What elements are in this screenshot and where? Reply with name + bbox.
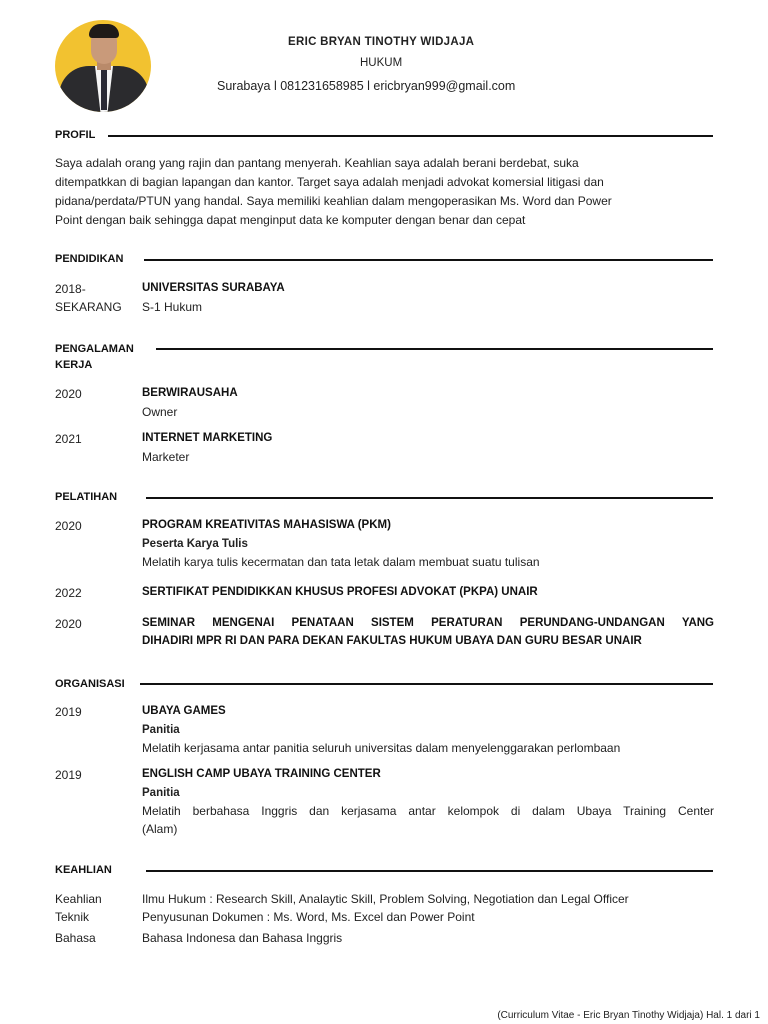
skill-value: Ilmu Hukum : Research Skill, Analaytic Skill, Problem Solving, Negotiation dan Legal Officer (142, 892, 629, 906)
section-divider (156, 348, 713, 350)
training-title-cont: DIHADIRI MPR RI DAN PARA DEKAN FAKULTAS HUKUM UBAYA DAN GURU BESAR UNAIR (142, 635, 642, 647)
organization-desc: Melatih berbahasa Inggris dan kerjasama antar kelompok di dalam Ubaya Training Center (142, 804, 714, 818)
training-role: Peserta Karya Tulis (142, 538, 248, 550)
organization-title: ENGLISH CAMP UBAYA TRAINING CENTER (142, 768, 381, 780)
organization-title: UBAYA GAMES (142, 705, 226, 717)
profil-line: ditempatkkan di bagian lapangan dan kantor. Target saya adalah menjadi advokat komersial litigasi dan (55, 175, 604, 189)
profil-text (55, 154, 713, 230)
contact-info: Surabaya l 081231658985 l ericbryan999@gmail.com (217, 79, 516, 93)
experience-year: 2021 (55, 432, 82, 446)
experience-year: 2020 (55, 387, 82, 401)
training-year: 2022 (55, 586, 82, 600)
profil-line: Point dengan baik sehingga dapat menginput data ke komputer dengan benar dan cepat (55, 213, 526, 227)
organization-year: 2019 (55, 705, 82, 719)
education-school: UNIVERSITAS SURABAYA (142, 282, 285, 294)
training-title: SERTIFIKAT PENDIDIKKAN KHUSUS PROFESI ADVOKAT (PKPA) UNAIR (142, 586, 538, 598)
section-divider (108, 135, 713, 137)
section-title-pengalaman-line2: KERJA (55, 359, 93, 371)
experience-role: Owner (142, 405, 178, 419)
organization-role: Panitia (142, 724, 180, 736)
skill-value: Penyusunan Dokumen : Ms. Word, Ms. Excel dan Power Point (142, 910, 475, 924)
skill-label: Teknik (55, 910, 90, 924)
page-footer: (Curriculum Vitae - Eric Bryan Tinothy Widjaja) Hal. 1 dari 1 (497, 1010, 760, 1021)
section-title-profil: PROFIL (55, 129, 96, 141)
section-title-pendidikan: PENDIDIKAN (55, 253, 124, 265)
education-year-end: SEKARANG (55, 300, 122, 314)
section-divider (140, 683, 713, 685)
section-divider (146, 497, 713, 499)
training-title: PROGRAM KREATIVITAS MAHASISWA (PKM) (142, 519, 391, 531)
section-title-pelatihan: PELATIHAN (55, 491, 118, 503)
training-year: 2020 (55, 519, 82, 533)
skill-label: Keahlian (55, 892, 102, 906)
organization-desc: Melatih kerjasama antar panitia seluruh universitas dalam menyelenggarakan perlombaan (142, 741, 621, 755)
training-year: 2020 (55, 617, 82, 631)
organization-year: 2019 (55, 768, 82, 782)
section-title-keahlian: KEAHLIAN (55, 864, 112, 876)
education-year: 2018- (55, 282, 86, 296)
candidate-field: HUKUM (360, 57, 403, 69)
training-title: SEMINAR MENGENAI PENATAAN SISTEM PERATURAN PERUNDANG-UNDANGAN YANG (142, 617, 714, 629)
organization-desc-cont: (Alam) (142, 822, 178, 836)
skill-label: Bahasa (55, 931, 96, 945)
candidate-name: ERIC BRYAN TINOTHY WIDJAJA (288, 36, 475, 48)
profil-line: pidana/perdata/PTUN yang handal. Saya memiliki keahlian dalam mengoperasikan Ms. Word dan Power (55, 194, 612, 208)
section-title-organisasi: ORGANISASI (55, 678, 125, 690)
education-degree: S-1 Hukum (142, 300, 203, 314)
skill-value: Bahasa Indonesa dan Bahasa Inggris (142, 931, 343, 945)
section-divider (144, 259, 713, 261)
training-desc: Melatih karya tulis kecermatan dan tata letak dalam membuat suatu tulisan (142, 555, 540, 569)
section-title-pengalaman: PENGALAMAN (55, 343, 134, 355)
profile-photo (55, 20, 151, 112)
section-divider (146, 870, 713, 872)
experience-role: Marketer (142, 450, 190, 464)
profil-line: Saya adalah orang yang rajin dan pantang menyerah. Keahlian saya adalah berani berdebat, suka (55, 156, 579, 170)
organization-role: Panitia (142, 787, 180, 799)
experience-title: INTERNET MARKETING (142, 432, 273, 444)
experience-title: BERWIRAUSAHA (142, 387, 238, 399)
